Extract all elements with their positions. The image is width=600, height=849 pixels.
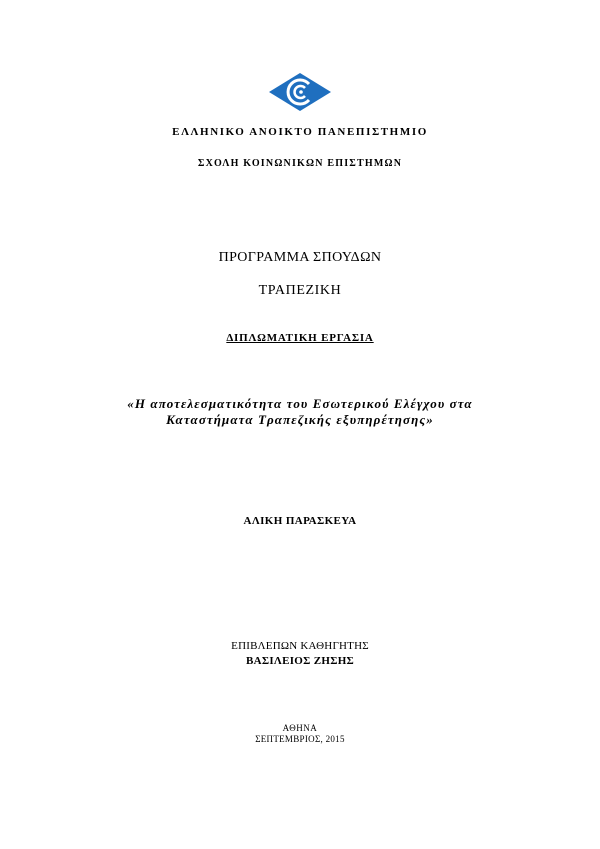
thesis-type: ΔΙΠΛΩΜΑΤΙΚΗ ΕΡΓΑΣΙΑ — [226, 332, 374, 344]
author-name: ΑΛΙΚΗ ΠΑΡΑΣΚΕΥΑ — [243, 515, 357, 527]
university-logo-icon — [268, 72, 332, 112]
supervisor-name: ΒΑΣΙΛΕΙΟΣ ΖΗΣΗΣ — [245, 655, 355, 667]
program-specialty: ΤΡΑΠΕΖΙΚΗ — [258, 283, 342, 298]
footer-city: ΑΘΗΝΑ — [282, 723, 318, 733]
thesis-title-line-2: Καταστήματα Τραπεζικής εξυπηρέτησης» — [166, 412, 434, 427]
supervisor-label: ΕΠΙΒΛΕΠΩΝ ΚΑΘΗΓΗΤΗΣ — [231, 640, 369, 652]
program-label: ΠΡΟΓΡΑΜΜΑ ΣΠΟΥΔΩΝ — [218, 250, 382, 265]
thesis-title-line-1: «Η αποτελεσματικότητα του Εσωτερικού Ελέγχου στα — [127, 396, 473, 411]
university-name: ΕΛΛΗΝΙΚΟ ΑΝΟΙΚΤΟ ΠΑΝΕΠΙΣΤΗΜΙΟ — [172, 126, 428, 138]
footer-date: ΣΕΠΤΕΜΒΡΙΟΣ, 2015 — [255, 734, 345, 744]
school-name: ΣΧΟΛΗ ΚΟΙΝΩΝΙΚΩΝ ΕΠΙΣΤΗΜΩΝ — [197, 158, 403, 169]
